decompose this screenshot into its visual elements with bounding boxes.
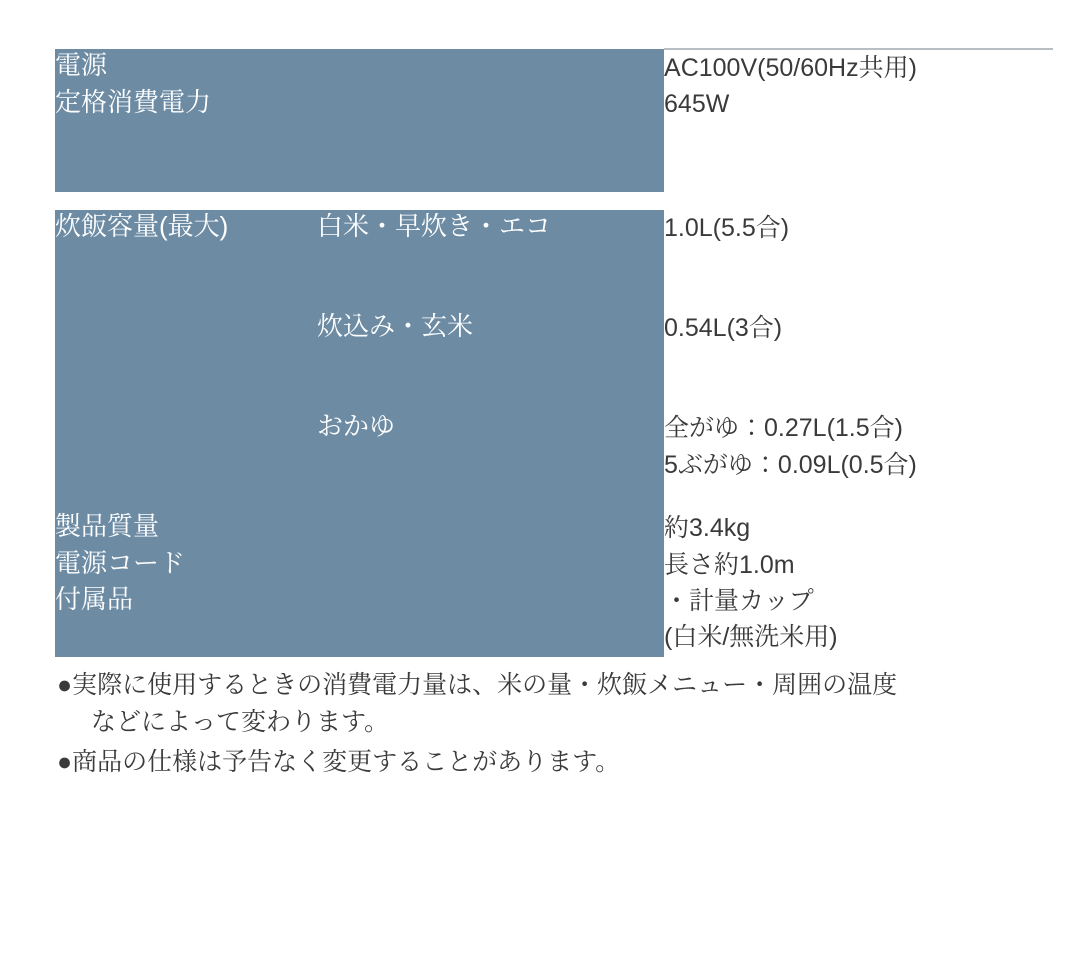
table-row	[55, 86, 1053, 192]
value-line: 長さ約1.0m	[664, 550, 795, 579]
table-row	[55, 49, 1053, 86]
value-line: ・計量カップ	[664, 586, 814, 615]
row-label-power-cord: 電源コード	[55, 547, 664, 583]
table-row	[55, 583, 1053, 657]
note-text: 実際に使用するときの消費電力量は、米の量・炊飯メニュー・周囲の温度	[72, 670, 898, 699]
table-row	[55, 210, 1053, 310]
row-value-mixed-brown-rice	[664, 310, 1053, 410]
row-value-power-cord	[664, 547, 1053, 583]
row-label-accessories: 付属品	[55, 583, 664, 657]
value-line: 0.54L(3合)	[664, 314, 783, 343]
value-line: 約3.4kg	[664, 514, 751, 543]
row-label-product-weight: 製品質量	[55, 510, 664, 546]
note-bullet-icon: ●	[57, 670, 73, 699]
value-line: 1.0L(5.5合)	[664, 214, 790, 243]
row-label-rated-power: 定格消費電力	[55, 86, 664, 192]
table-row	[55, 547, 1053, 583]
value-line: 645W	[664, 90, 730, 119]
row-sublabel-white-rice: 白米・早炊き・エコ	[317, 210, 664, 310]
row-value-power	[664, 49, 1053, 86]
note-item	[57, 744, 1054, 782]
row-value-rated-power	[664, 86, 1053, 192]
note-continuation: などによって変わります。	[91, 708, 390, 737]
specification-table	[55, 48, 1053, 657]
row-sublabel-porridge: おかゆ	[317, 410, 664, 510]
spacer-cell	[317, 192, 664, 210]
note-text: 商品の仕様は予告なく変更することがあります。	[72, 747, 621, 776]
table-row	[55, 510, 1053, 546]
spacer-cell	[664, 192, 1053, 210]
row-label-rice-capacity: 炊飯容量(最大)	[55, 210, 317, 510]
row-value-accessories	[664, 583, 1053, 657]
value-line: (白米/無洗米用)	[664, 623, 838, 651]
note-item	[57, 667, 1054, 742]
value-line: 全がゆ：0.27L(1.5合)	[664, 414, 903, 443]
spacer-cell	[55, 192, 317, 210]
value-line: AC100V(50/60Hz共用)	[664, 54, 917, 82]
row-value-porridge	[664, 410, 1053, 510]
row-label-power: 電源	[55, 49, 664, 86]
row-value-product-weight	[664, 510, 1053, 546]
row-sublabel-mixed-brown-rice: 炊込み・玄米	[317, 310, 664, 410]
table-spacer-row	[55, 192, 1053, 210]
notes-list	[55, 667, 1054, 782]
note-bullet-icon: ●	[57, 747, 73, 776]
value-line: 5ぶがゆ：0.09L(0.5合)	[664, 450, 917, 479]
row-value-white-rice	[664, 210, 1053, 310]
